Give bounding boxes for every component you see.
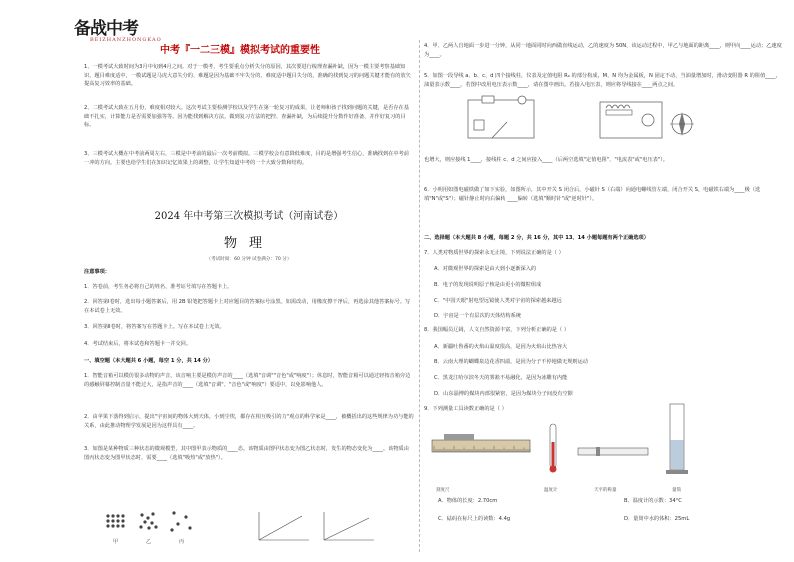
label-c: 丙 bbox=[179, 539, 185, 545]
question-9: 9．下列测量工具读数正确的是（ ） bbox=[424, 406, 507, 412]
q9-option-a[interactable]: A．物体的长度：2.70cm bbox=[438, 498, 498, 504]
label-balance: 天平的称量 bbox=[594, 488, 617, 493]
ruler-figure bbox=[432, 434, 530, 452]
note-item-1: 1．答卷前，考生务必将自己的姓名、准考证号填写在答题卡上。 bbox=[84, 284, 233, 290]
compass-diagram bbox=[664, 106, 700, 142]
q7-option-d[interactable]: D．宇宙是一个有层次的天体结构系统 bbox=[434, 313, 521, 319]
note-item-2: 2．回答第Ⅰ卷时，选出每小题答案后，用 2B 铅笔把答题卡上对应题目的答案标号涂黑。如需改动，用橡皮擦干净后，再选涂其他答案标号。写在本试卷上无效。 bbox=[84, 299, 411, 314]
exam-title: 2024 年中考第三次模拟考试（河南试卷） bbox=[154, 211, 344, 222]
question-8: 8．我国幅员辽阔，人文自然资源丰富，下列分析正确的是（ ） bbox=[424, 327, 570, 333]
right-column bbox=[424, 0, 784, 562]
circuit-diagram bbox=[462, 92, 542, 147]
particle-state-diagram bbox=[102, 508, 222, 548]
q9-option-c[interactable]: C．砝码在标尺上的读数：4.4g bbox=[438, 516, 511, 522]
logo-text: 备战中考 bbox=[74, 19, 138, 39]
intro-paragraph-3: 3、三模考试大概在中考前两周左右，三模是中考前的最后一次考前模拟。三模学校会有意降低难度，目的是增强考生信心，准确找到在中考前一冲的方向。主要也给学生们在知识记忆效果上的调整，让学生知道中考的一个大致分数和结构。 bbox=[84, 151, 409, 166]
question-4: 4．甲、乙两人自地面一步进一分钟，从同一地面同时向西做直线运动，乙的速度为 50N，该运动过程中，甲乙与地面的距离____，则甲向____运动；乙速度为____。 bbox=[424, 43, 782, 58]
balance-scale-figure bbox=[578, 447, 648, 456]
exam-subject: 物理 bbox=[223, 236, 274, 251]
question-2: 2．由苹果下落得到启示，提出"宇宙间的物体大到天体，小到尘埃，都存在相互吸引的力"观点的科学家是____，被概括出的这些规律为功与能的关系，由此推动物理学发展是因为这样具有____。 bbox=[84, 414, 414, 429]
logo-tagline: BEIZHANZHONGKAO bbox=[90, 37, 162, 43]
question-1: 1．智能音箱可以模仿很多动物的声音，该音响主要是模仿声音的____（选填"音调""音色"或"响度"）；休息时，智能音箱可以通过轻按音箱旁边的感触屏幕控制音量不能过大，是指声音的____（选填"音调"、"音色"或"响度"）要适中，以免影响他人。 bbox=[84, 373, 411, 388]
q8-option-c[interactable]: C．黑龙江哈尔滨冬天的雾凇不易融化，是因为冰雕有内能 bbox=[434, 375, 568, 381]
question-5: 5．如图一段导线 a、b、c、d 四个接线柱，仪表及定值电阻 R₀ 的部分构成，M、N 均为金属板，N 固定不动，当油量增加时，滑动变阻器 R 的阻值____，油量表示数____。若图中改用电压表示数____，请在图中画出。若接入电压表，则应将导线接在____两点之间。 bbox=[424, 73, 781, 88]
state-liquid bbox=[139, 512, 157, 529]
question-3: 3．如图是某种物质三种状态的微观模型，其中图甲表示物质的____态。该物质由图甲状态变为图乙状态时，发生的物态变化为____。该物质由图丙状态变为图甲状态时，需要____（选填"吸热"或"放热"）。 bbox=[84, 446, 409, 461]
left-column bbox=[74, 0, 414, 562]
electromagnet-diagram bbox=[596, 98, 666, 143]
section2-heading: 二、选择题（本大题共 8 小题，每题 2 分，共 16 分，其中 13、14 小题每题有两个正确选项） bbox=[424, 235, 649, 241]
intro-paragraph-2: 2、二模考试大致在五月份，难度相对较大。这次考试主要检测学校以及学生在第一轮复习的成果，让老师和孩子找到问题的关键，是否存在基础不扎实，计算能力是否需要加强等等。因为能找到解决方法，做到复习方法的把控、查漏补缺，为后续提升分数作好准备，并作好复习的目标。 bbox=[84, 105, 409, 129]
q7-option-b[interactable]: B．电子的发现说明原子核是由更小的微粒组成 bbox=[434, 282, 542, 288]
q7-option-a[interactable]: A．对微观世界的探索是由大到小逐渐深入的 bbox=[434, 266, 537, 272]
q8-option-b[interactable]: B．云南大理的蝴蝶泉边花香四溢，是因为分子不停地做无规则运动 bbox=[434, 359, 588, 365]
notes-heading: 注意事项： bbox=[84, 269, 110, 275]
q8-option-a[interactable]: A．新疆吐鲁番的火焰山温度很高，是因为火焰山比热容大 bbox=[434, 344, 568, 350]
note-item-4: 4．考试结束后，将本试卷和答题卡一并交回。 bbox=[84, 341, 192, 347]
exam-meta: （考试时间：60 分钟 试卷满分：70 分） bbox=[206, 257, 292, 262]
question-6: 6．小明用如图电磁铁做了如下实验，如图所示，其中开关 S 闭合后，小磁针 S（右端）向通电螺线管左端，闭合开关 S，电磁铁右端为____极（选填"N"或"S"）；磁针静止时向右偏转 ____偏转（选填"顺时针"或"逆时针"）。 bbox=[424, 187, 761, 202]
intro-paragraph-1: 1、一模考试大致时间为3月中旬到4月之间。对于一模考，考生要重点分析失分的原因，其次要进行梳理查漏补缺，因为一模主要考察基础知识，题目难度适中，一模试题是马虎大意失分的、难题是因为基础不牢失分的，难度适中题目失分的，准确的找到复习的问题关键才能有的放矢提高复习效率的基础。 bbox=[84, 64, 411, 88]
banner-title: 中考『一二三模』模拟考试的重要性 bbox=[160, 45, 320, 56]
label-a: 甲 bbox=[113, 539, 119, 545]
graph-diagrams bbox=[254, 508, 384, 548]
measurement-tools-figure bbox=[430, 420, 660, 482]
question-5-continued: 也增大，则应接线 1____，接线柱 c、d 之间应接入____（后两空选填"定值电阻"、"电流表"或"电压表"）。 bbox=[424, 157, 668, 163]
label-b: 乙 bbox=[146, 539, 152, 545]
q8-option-d[interactable]: D．山东淄博的煤块内部很紧密，是因为煤块分子间没有空隙 bbox=[434, 391, 573, 397]
note-item-3: 3．回答第Ⅱ卷时，将答案写在答题卡上。写在本试卷上无效。 bbox=[84, 324, 225, 330]
q9-option-d[interactable]: D．量筒中水的体积：25mL bbox=[624, 516, 690, 522]
column-divider bbox=[419, 40, 420, 552]
thermometer-figure bbox=[550, 424, 557, 473]
state-gas bbox=[170, 511, 191, 531]
state-solid bbox=[106, 514, 124, 527]
logo bbox=[74, 14, 162, 44]
label-cylinder: 量筒 bbox=[672, 488, 681, 493]
q9-option-b[interactable]: B．温度计的示数：34°C bbox=[624, 498, 682, 504]
label-thermometer: 温度计 bbox=[544, 488, 558, 493]
question-7: 7．人类对物质世界的探索永无止境，下列说法正确的是（ ） bbox=[424, 250, 564, 256]
graduated-cylinder-figure bbox=[660, 400, 700, 482]
q7-option-c[interactable]: C．"中国天眼"射电望远镜使人类对宇宙的探索越来越远 bbox=[434, 298, 562, 304]
label-ruler: 刻度尺 bbox=[436, 488, 450, 493]
section1-heading: 一、填空题（本大题共 6 小题，每空 1 分，共 14 分） bbox=[84, 358, 214, 364]
